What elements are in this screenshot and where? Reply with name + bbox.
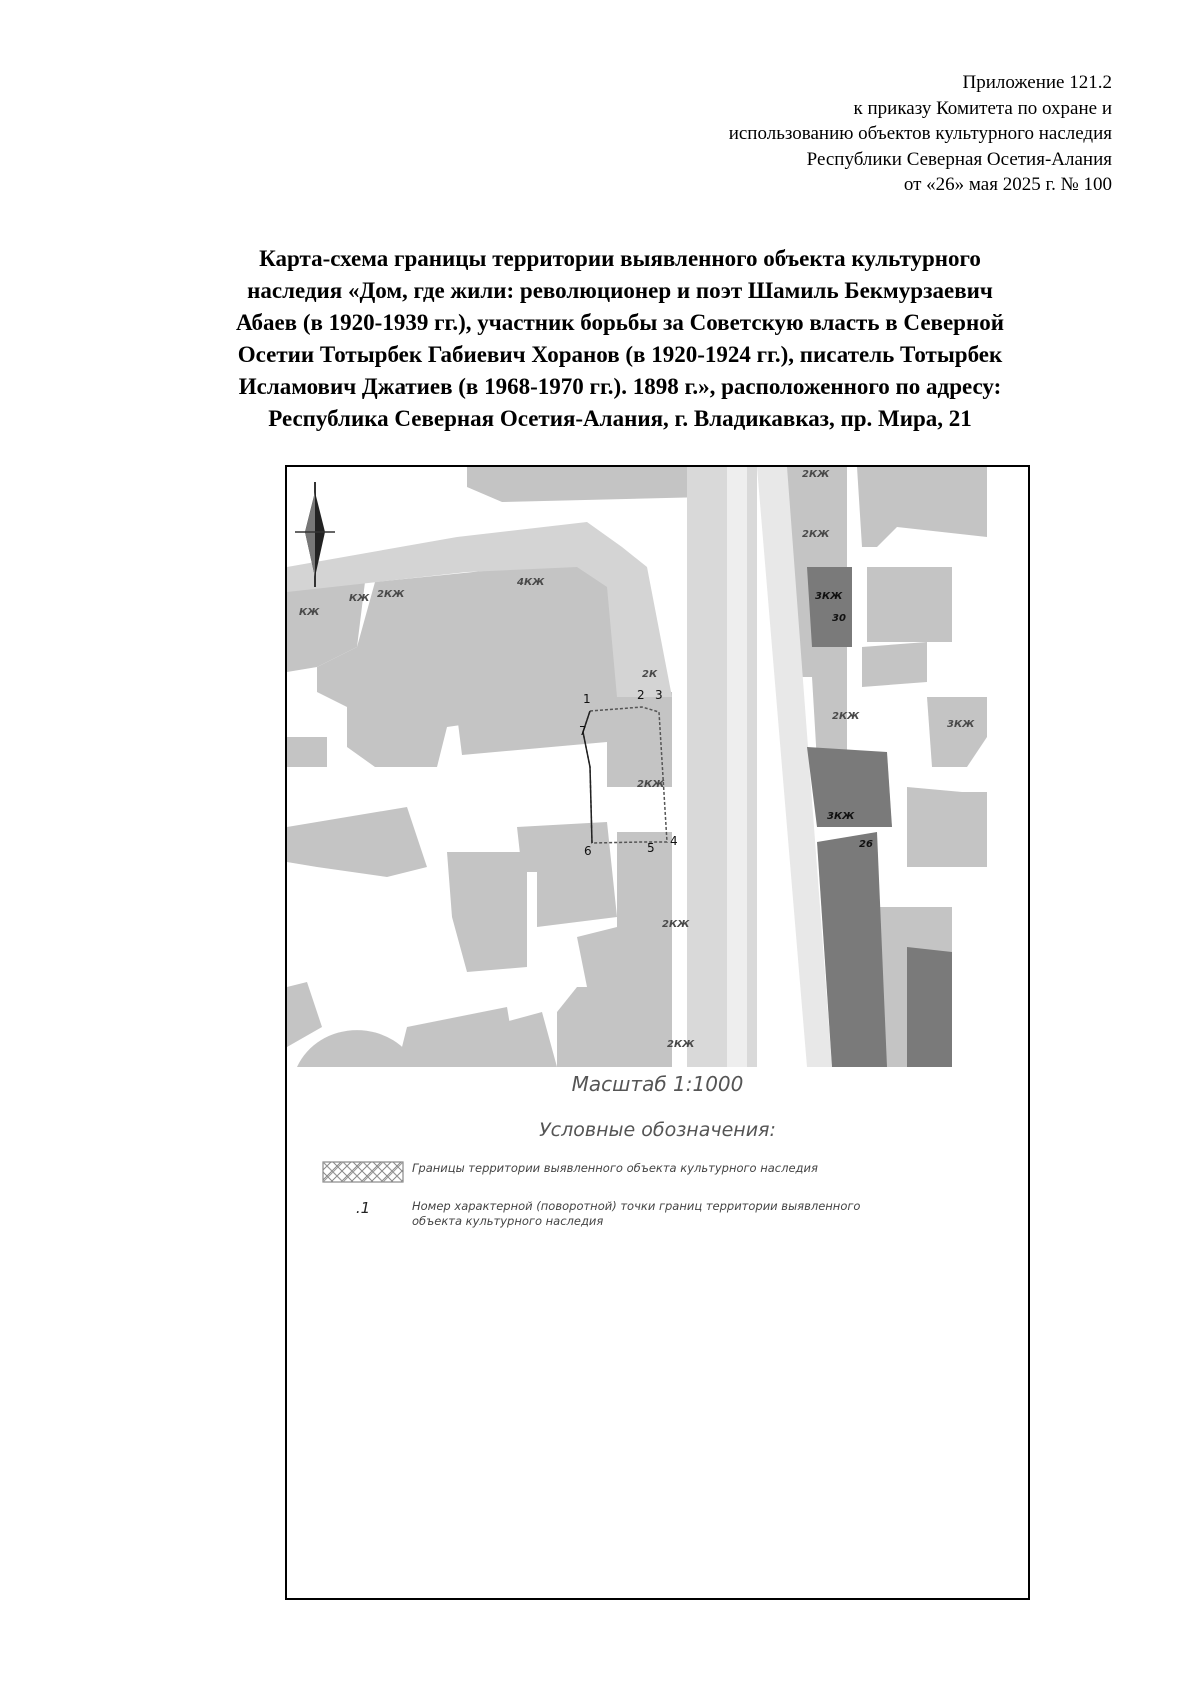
- title-line: Абаев (в 1920-1939 гг.), участник борьбы за Советскую власть в Северной: [236, 310, 1004, 335]
- building-label: 2К: [642, 669, 658, 680]
- house-number: 26: [859, 839, 873, 850]
- dark-building-label: 3КЖ: [815, 591, 843, 602]
- appendix-header: [412, 70, 1112, 198]
- map-labels: [287, 467, 1030, 1067]
- boundary-point-label: 3: [655, 688, 663, 702]
- building-label: 2КЖ: [832, 711, 860, 722]
- title-line: Осетии Тотырбек Габиевич Хоранов (в 1920-1924 гг.), писатель Тотырбек: [237, 342, 1003, 367]
- title-line: Карта-схема границы территории выявленного объекта культурного: [259, 246, 981, 271]
- boundary-point-label: 7: [579, 724, 587, 738]
- boundary-point-label: 2: [637, 688, 645, 702]
- appendix-line: использованию объектов культурного наследия: [728, 123, 1112, 144]
- map-scale: Масштаб 1:1000: [571, 1072, 744, 1096]
- map-frame: [285, 465, 1030, 1600]
- boundary-point-label: 4: [670, 834, 678, 848]
- building-label: КЖ: [299, 607, 320, 618]
- title-line: Республика Северная Осетия-Алания, г. Владикавказ, пр. Мира, 21: [268, 406, 972, 431]
- boundary-point-label: 5: [647, 841, 655, 855]
- title-line: наследия «Дом, где жили: революционер и поэт Шамиль Бекмурзаевич: [247, 278, 993, 303]
- title-line: Исламович Джатиев (в 1968-1970 гг.). 1898 г.», расположенного по адресу:: [238, 374, 1002, 399]
- legend-title: Условные обозначения:: [539, 1119, 776, 1141]
- boundary-point-label: 1: [583, 692, 591, 706]
- appendix-line: Республики Северная Осетия-Алания: [806, 148, 1112, 170]
- building-label: 3КЖ: [947, 719, 975, 730]
- building-label: 2КЖ: [667, 1039, 695, 1050]
- legend-text: Номер характерной (поворотной) точки границ территории выявленного объекта культурного наследия: [412, 1199, 861, 1228]
- dark-building-label: 3КЖ: [827, 811, 855, 822]
- boundary-point-label: 6: [584, 844, 592, 858]
- legend-item: [322, 1199, 892, 1229]
- building-label: 2КЖ: [637, 779, 665, 790]
- legend-text: Границы территории выявленного объекта культурного наследия: [412, 1161, 818, 1175]
- document-title: [140, 243, 1100, 435]
- building-label: 2КЖ: [377, 589, 405, 600]
- boundary-hatch-icon: [322, 1161, 404, 1183]
- building-label: 2КЖ: [662, 919, 690, 930]
- legend-item: [322, 1161, 892, 1183]
- appendix-line: Приложение 121.2: [962, 72, 1112, 93]
- building-label: 2КЖ: [802, 469, 830, 480]
- house-number: 30: [832, 613, 846, 624]
- appendix-line: от «26» мая 2025 г. № 100: [903, 174, 1112, 195]
- building-label: 2КЖ: [802, 529, 830, 540]
- point-number-mark: .1: [355, 1199, 371, 1217]
- building-label: КЖ: [349, 593, 370, 604]
- appendix-line: к приказу Комитета по охране и: [853, 97, 1112, 119]
- building-label: 4КЖ: [517, 577, 545, 588]
